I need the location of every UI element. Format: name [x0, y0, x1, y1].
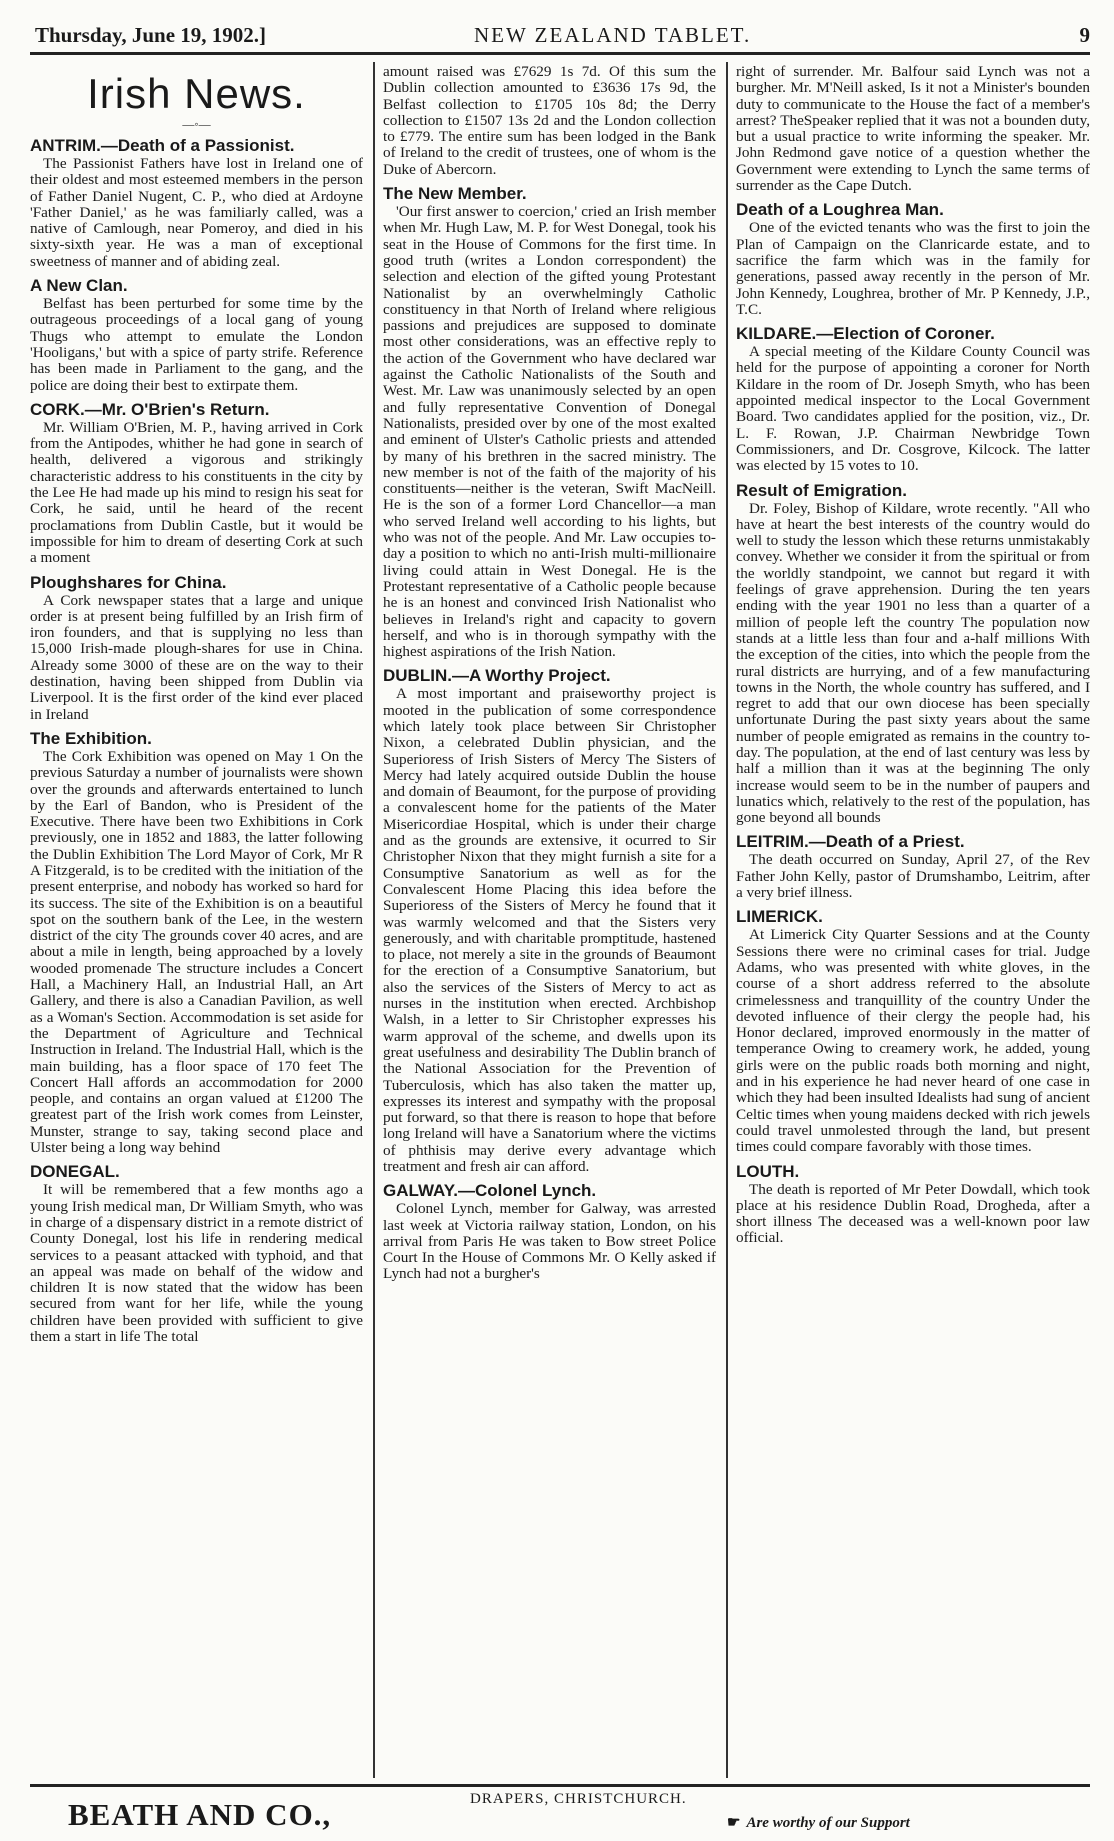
- article-heading: CORK.—Mr. O'Brien's Return.: [30, 399, 270, 419]
- column-3: [736, 64, 1090, 1776]
- article-heading: LEITRIM.—Death of a Priest.: [736, 832, 965, 852]
- column-1: [30, 64, 363, 1776]
- support-note: [727, 1813, 910, 1832]
- newspaper-title: NEW ZEALAND TABLET.: [474, 23, 752, 47]
- pointing-hand-icon: ☛: [727, 1815, 741, 1831]
- article-text: A most important and praiseworthy project is mooted in the publication of some correspondence which lately took place between Sir Christopher Nixon, a celebrated Dublin physician, and the Superioress of Irish Sisters of Mercy The Sisters of Mercy had lately acquired outside Dublin the house and domain of Beaumont, for the purpose of providing a convalescent home for the patients of the Mater Misericordiae Hospital, which is under their charge and as the grounds are extensive, it ocurred to Sir Christopher Nixon that they might furnish a site for a Consumptive Sanatorium as well as for the Convalescent Home Placing this idea before the Superioress of the Sisters of Mercy he found that it was warmly welcomed and that the Sisters very generously, and with charitable promptitude, hastened to place, not merely a site in the grounds of Beaumont for the erection of a Consumptive Sanatorium, but also the services of the Sisters of Mercy to act as nurses in the institution when erected. Archbishop Walsh, in a letter to Sir Christopher expresses his warm approval of the scheme, and dwells upon its great usefulness and desirability The Dublin branch of the National Association for the Prevention of Tuberculosis, which has also taken the matter up, expresses its interest and sympathy with the proposal put forward, so that there is reason to hope that before long Ireland will have a Sanatorium where the victims of phthisis may derive every advantage which treatment and fresh air can afford.: [383, 685, 716, 1175]
- column-rule: [373, 62, 375, 1778]
- article-text: It will be remembered that a few months ago a young Irish medical man, Dr William Smyth, who was in charge of a dispensary district in a remote district of County Donegal, lost his life in rendering medical services to a peasant attacked with typhoid, and that an appeal was made on behalf of the widow and children It is now stated that the widow has been secured from want for her life, while the young children have been provided with sufficient to give them a start in life The total: [30, 1181, 363, 1345]
- article-text: A special meeting of the Kildare County Council was held for the purpose of appointing a coroner for North Kildare in the room of Dr. Joseph Smyth, who has been appointed medical inspector to the Local Government Board. Two candidates applied for the position, viz., Dr. L. F. Rowan, J.P. Chairman Newbridge Town Commissioners, and Dr. Cosgrove, Kilcock. The latter was elected by 15 votes to 10.: [736, 343, 1090, 475]
- article-heading: DONEGAL.: [30, 1162, 120, 1182]
- advertisement-footer: [30, 1784, 1090, 1833]
- ornament: —◦—: [182, 117, 211, 131]
- section-title: Irish News.: [87, 70, 306, 117]
- article-heading: GALWAY.—Colonel Lynch.: [383, 1181, 597, 1201]
- article-heading: DUBLIN.—A Worthy Project.: [383, 666, 611, 686]
- article-heading: The Exhibition.: [30, 728, 152, 748]
- article-heading: The New Member.: [383, 184, 527, 204]
- article-text: The Passionist Fathers have lost in Ireland one of their oldest and most esteemed members in the person of Father Daniel Nugent, C. P., who died at Ardoyne 'Father Daniel,' as he was familiarly called, was a native of Camlough, near Pomeroy, and died in his sixty-sixth year. He was a man of exceptional sweetness of manner and of abiding zeal.: [30, 155, 363, 270]
- article-text: right of surrender. Mr. Balfour said Lynch was not a burgher. Mr. M'Neill asked, Is it not a Minister's bounden duty to communicate to the House the fact of a member's arrest? TheSpeaker replied that it was not a bounden duty, but a usual practice to write informing the speaker. Mr. John Redmond gave notice of a question whether the Government were extending to Lynch the same terms of surrender as the Cape Dutch.: [736, 64, 1090, 195]
- article-text: 'Our first answer to coercion,' cried an Irish member when Mr. Hugh Law, M. P. for West Donegal, took his seat in the House of Commons for the first time. In good truth (writes a London correspondent) the selection and election of the gifted young Protestant Nationalist by an overwhelmingly Catholic constituency in that North of Ireland where religious passions and prejudices are supposed to dominate most other considerations, was an effective reply to the action of the Government who have declared war against the Catholic Nationalists of the South and West. Mr. Law was unanimously selected by an open and fully representative Convention of Donegal Nationalists, presided over by one of the most exalted and eminent of Ulster's Catholic priests and attended by many of his brethren in the sacred ministry. The new member is not of the faith of the majority of his constituents—neither is the veteran, Swift MacNeill. He is the son of a former Lord Chancellor—a man who served Ireland well according to his lights, but who was not of the people. And Mr. Law occupies to-day a position to which no anti-Irish multi-millionaire living could attain in West Donegal. He is the Protestant representative of a Catholic people because he is an honest and convinced Irish Nationalist who believes in Ireland's right and capacity to govern herself, and who is in thorough sympathy with the highest aspirations of the Irish Nation.: [383, 203, 716, 661]
- article-heading: ANTRIM.—Death of a Passionist.: [30, 136, 295, 155]
- article-text: One of the evicted tenants who was the first to join the Plan of Campaign on the Clanricarde estate, and to sacrifice the farm which was in the family for generations, passed away recently in the person of Mr. John Kennedy, Loughrea, brother of Mr. P Kennedy, J.P., T.C.: [736, 219, 1090, 318]
- article-text: amount raised was £7629 1s 7d. Of this sum the Dublin collection amounted to £3636 17s 9d, the Belfast collection to £1705 10s 8d; the Derry collection to £1507 13s 2d and the London collection to £779. The entire sum has been lodged in the Bank of Ireland to the credit of trustees, one of whom is the Duke of Abercorn.: [383, 64, 716, 178]
- support-text: Are worthy of our Support: [746, 1815, 910, 1831]
- article-text: Dr. Foley, Bishop of Kildare, wrote recently. "All who have at heart the best interests of the country would do well to study the lesson which these returns unmistakably convey. Whether we consider it from the spiritual or from the worldly standpoint, we cannot but regard it with feelings of grave apprehension. During the ten years ending with the year 1901 no less than a quarter of a million of people left the country The population now stands at a little less than four and a-half millions With the exception of the cities, into which the people from the rural districts are hurrying, and of a few manufacturing towns in the North, the whole country has suffered, and I regret to add that our own diocese has been specially unfortunate During the past sixty years about the same number of people emigrated as remains in the country to-day. The population, at the end of last century was less by half a million than it was at the beginning The only increase would seem to be in the number of paupers and lunatics which, relatively to the rest of the population, has gone beyond all bounds: [736, 499, 1090, 827]
- article-text: At Limerick City Quarter Sessions and at the County Sessions there were no criminal cases for trial. Judge Adams, who was presented with white gloves, in the course of a short address referred to the absolute crimelessness and tranquillity of the country Under the devoted influence of their clergy the people had, his Honor declared, improved enormously in the matter of temperance Owing to creamery work, he added, young girls were on the public roads both morning and night, and in his experience he had never heard of one case in which they had been insulted Idealists had sung of ancient Celtic times when young maidens decked with rich jewels could travel unmolested through the land, but present times could compare favorably with those times.: [736, 926, 1090, 1156]
- article-heading: Death of a Loughrea Man.: [736, 200, 944, 220]
- article-text: The death occurred on Sunday, April 27, of the Rev Father John Kelly, pastor of Drumshambo, Leitrim, after a very brief illness.: [736, 851, 1090, 902]
- article-heading: KILDARE.—Election of Coroner.: [736, 324, 995, 344]
- article-heading: LIMERICK.: [736, 907, 823, 927]
- article-heading: Result of Emigration.: [736, 480, 907, 500]
- advertiser-name: BEATH AND CO.,: [68, 1797, 332, 1832]
- article-heading: Ploughshares for China.: [30, 572, 227, 592]
- column-2: [383, 64, 716, 1776]
- issue-date: Thursday, June 19, 1902.]: [35, 23, 267, 47]
- article-text: A Cork newspaper states that a large and unique order is at present being fulfilled by an Irish firm of iron founders, and that is supplying no less than 15,000 Irish-made plough-shares for use in China. Already some 3000 of these are on the way to their destination, having been shipped from Dublin via Liverpool. It is the first order of the kind ever placed in Ireland: [30, 591, 363, 723]
- article-text: Belfast has been perturbed for some time by the outrageous proceedings of a local gang of young Thugs who attempt to emulate the London 'Hooligans,' but with a spice of party strife. Reference has been made in Parliament to the gang, and the police are doing their best to extirpate them.: [30, 295, 363, 394]
- article-text: Mr. William O'Brien, M. P., having arrived in Cork from the Antipodes, whither he had gone in search of health, delivered a vigorous and strikingly characteristic address to his constituents in the city by the Lee He had made up his mind to resign his seat for Cork, he said, until he heard of the recent proclamations from Dublin Castle, but it would be impossible for him to dream of deserting Cork at such a moment: [30, 418, 363, 567]
- page-number: 9: [1079, 23, 1090, 47]
- page-header: [30, 22, 1090, 55]
- article-text: The death is reported of Mr Peter Dowdall, which took place at his residence Dublin Road, Drogheda, after a short illness The deceased was a well-known poor law official.: [736, 1180, 1090, 1247]
- advertiser-trade: DRAPERS, CHRISTCHURCH.: [470, 1791, 687, 1807]
- article-text: The Cork Exhibition was opened on May 1 On the previous Saturday a number of journalists were shown over the grounds and afterwards entertained to lunch by the Earl of Bandon, who is President of the Executive. There have been two Exhibitions in Cork previously, one in 1852 and 1883, the latter following the Dublin Exhibition The Lord Mayor of Cork, Mr R A Fitzgerald, is to be credited with the initiation of the present enterprise, and nobody has worked so hard for its success. The site of the Exhibition is on a beautiful spot on the southern bank of the Lee, in the western district of the city The grounds cover 40 acres, and are about a mile in length, being approached by a lovely wooded promenade The structure includes a Concert Hall, a Machinery Hall, an Industrial Hall, an Art Gallery, and there is also a Canadian Pavilion, as well as a Woman's Section. Accommodation is set aside for the Department of Agriculture and Technical Instruction in Ireland. The Industrial Hall, which is the main building, has a floor space of 170 feet The Concert Hall affords an accommodation for 2000 people, and contains an organ valued at £1200 The greatest part of the Irish work comes from Leinster, Munster, strange to say, taking second place and Ulster being a long way behind: [30, 747, 363, 1157]
- column-rule: [726, 62, 728, 1778]
- article-heading: LOUTH.: [736, 1161, 800, 1181]
- article-text: Colonel Lynch, member for Galway, was arrested last week at Victoria railway station, London, on his arrival from Paris He was taken to Bow street Police Court In the House of Commons Mr. O Kelly asked if Lynch had not a burgher's: [383, 1200, 716, 1283]
- article-heading: A New Clan.: [30, 276, 128, 296]
